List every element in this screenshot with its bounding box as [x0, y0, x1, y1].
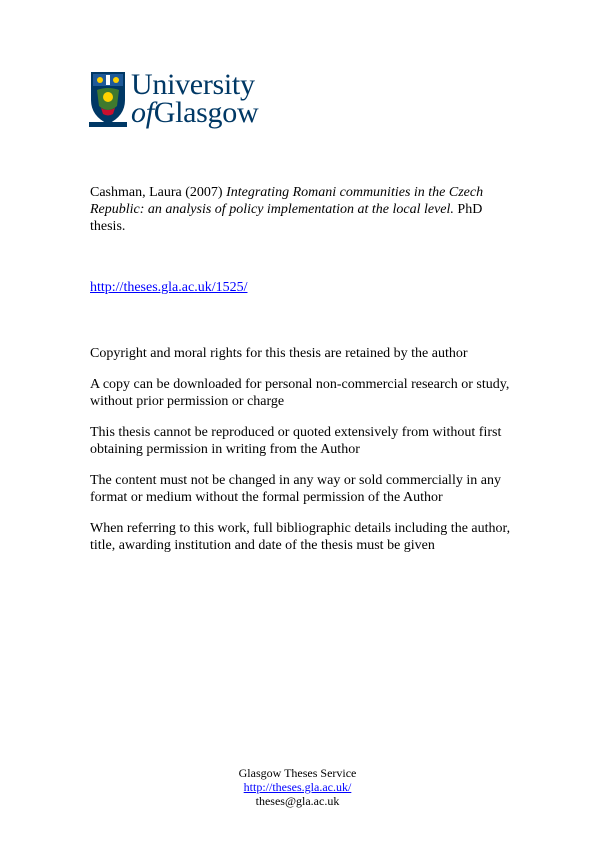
rights-statements	[90, 345, 520, 568]
rights-statement: Copyright and moral rights for this thesis are retained by the author	[90, 346, 468, 361]
logo-text-university: University	[131, 68, 255, 101]
footer-service-name: Glasgow Theses Service	[238, 766, 357, 780]
citation-title: Integrating Romani communities in the Czech Republic: an analysis of policy implementation at the local level.	[90, 185, 484, 217]
footer-email: theses@gla.ac.uk	[255, 794, 340, 808]
logo-text-glasgow	[131, 98, 258, 128]
thesis-url-link[interactable]: http://theses.gla.ac.uk/1525/	[90, 280, 248, 295]
logo-text-of: of	[131, 96, 154, 129]
rights-statement: This thesis cannot be reproduced or quoted extensively from without first obtaining permission in writing from the Author	[90, 425, 502, 457]
logo-text-glasgow-word: Glasgow	[153, 96, 259, 129]
rights-statement: When referring to this work, full bibliographic details including the author, title, awarding institution and date of the thesis must be given	[90, 521, 511, 553]
rights-statement: A copy can be downloaded for personal non-commercial research or study, without prior permission or charge	[90, 377, 510, 409]
university-crest-icon	[89, 70, 127, 128]
footer-service-link[interactable]: http://theses.gla.ac.uk/	[243, 780, 352, 794]
citation-authors-year: Cashman, Laura (2007)	[90, 185, 223, 200]
footer	[0, 766, 595, 808]
citation-type: PhD thesis.	[90, 202, 483, 234]
rights-statement: The content must not be changed in any way or sold commercially in any format or medium without the formal permission of the Author	[90, 473, 501, 505]
university-logo	[89, 70, 269, 130]
citation-block	[90, 184, 510, 235]
